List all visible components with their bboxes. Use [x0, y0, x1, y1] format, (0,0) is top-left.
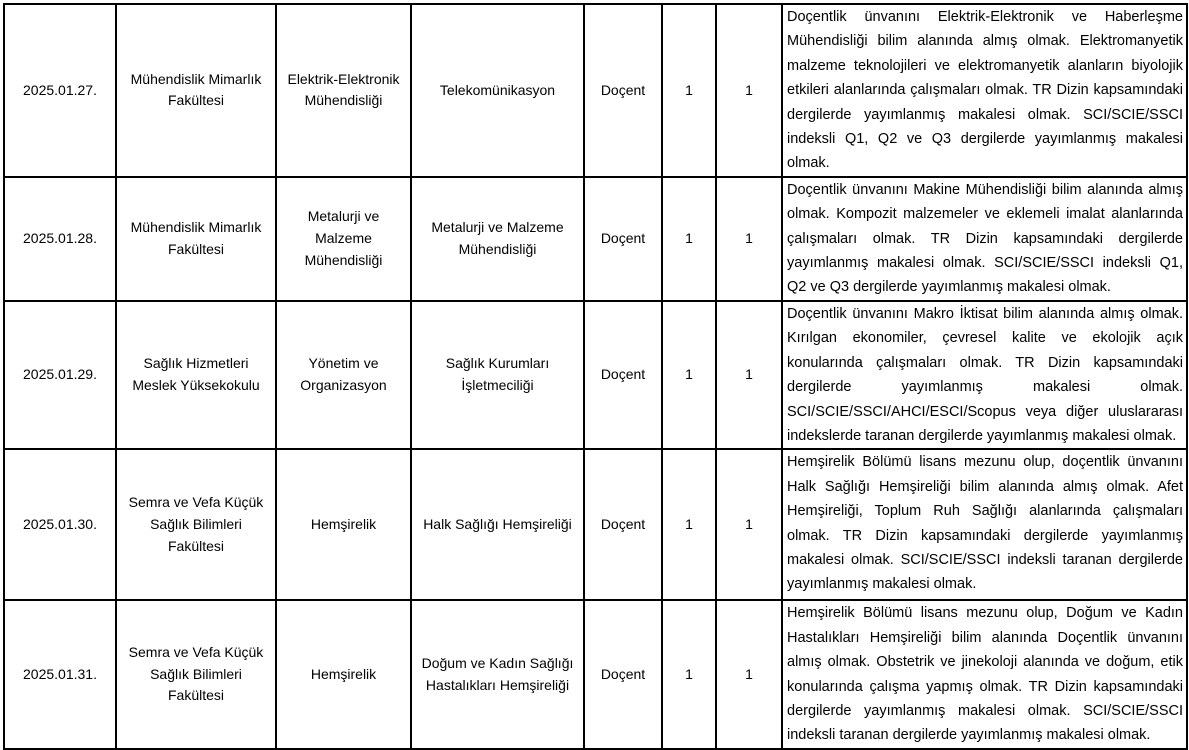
cell-program: Metalurji ve Malzeme Mühendisliği — [411, 177, 584, 301]
cell-count-1: 1 — [662, 600, 716, 748]
cell-count-2: 1 — [716, 449, 782, 600]
cell-academic-title: Doçent — [584, 4, 662, 177]
cell-count-1: 1 — [662, 301, 716, 449]
cell-count-1: 1 — [662, 449, 716, 600]
cell-program: Telekomünikasyon — [411, 4, 584, 177]
cell-academic-title: Doçent — [584, 177, 662, 301]
cell-department: Hemşirelik — [276, 600, 411, 748]
cell-department: Elektrik-Elektronik Mühendisliği — [276, 4, 411, 177]
cell-count-1: 1 — [662, 177, 716, 301]
cell-announcement-date: 2025.01.28. — [4, 177, 116, 301]
cell-faculty: Mühendislik Mimarlık Fakültesi — [116, 4, 276, 177]
cell-faculty: Semra ve Vefa Küçük Sağlık Bilimleri Fakültesi — [116, 449, 276, 600]
cell-announcement-date: 2025.01.29. — [4, 301, 116, 449]
cell-requirements: Doçentlik ünvanını Elektrik-Elektronik ve Haberleşme Mühendisliği bilim alanında almış olmak. Elektromanyetik malzeme teknolojileri ve elektromanyetik alanların biyolojik etkileri alanlarında çalışmaları olmak. TR Dizin kapsamındaki dergilerde yayımlanmış makalesi olmak. SCI/SCIE/SSCI indeksli Q1, Q2 ve Q3 dergilerde yayımlanmış makalesi olmak. — [782, 4, 1187, 177]
cell-faculty: Semra ve Vefa Küçük Sağlık Bilimleri Fakültesi — [116, 600, 276, 748]
cell-program: Halk Sağlığı Hemşireliği — [411, 449, 584, 600]
table-body — [4, 4, 1187, 749]
cell-requirements: Hemşirelik Bölümü lisans mezunu olup, doçentlik ünvanını Halk Sağlığı Hemşireliği bilim alanında almış olmak. Afet Hemşireliği, Toplum Ruh Sağlığı alanlarında çalışmaları olmak. TR Dizin kapsamındaki dergilerde yayımlanmış makalesi olmak. SCI/SCIE/SSCI indeksli taranan dergilerde yayımlanmış makalesi olmak. — [782, 449, 1187, 600]
cell-faculty: Mühendislik Mimarlık Fakültesi — [116, 177, 276, 301]
cell-announcement-date: 2025.01.31. — [4, 600, 116, 748]
cell-faculty: Sağlık Hizmetleri Meslek Yüksekokulu — [116, 301, 276, 449]
cell-count-2: 1 — [716, 600, 782, 748]
table-row — [4, 600, 1187, 748]
cell-requirements: Doçentlik ünvanını Makro İktisat bilim alanında almış olmak. Kırılgan ekonomiler, çevresel kalite ve ekolojik açık konularında çalışmaları olmak. TR Dizin kapsamındaki dergilerde yayımlanmış makalesi olmak. SCI/SCIE/SSCI/AHCI/ESCI/Scopus veya diğer uluslararası indekslerde taranan dergilerde yayımlanmış makalesi olmak. — [782, 301, 1187, 449]
table-row — [4, 177, 1187, 301]
cell-academic-title: Doçent — [584, 600, 662, 748]
cell-announcement-date: 2025.01.27. — [4, 4, 116, 177]
table-row — [4, 449, 1187, 600]
cell-count-2: 1 — [716, 177, 782, 301]
cell-department: Yönetim ve Organizasyon — [276, 301, 411, 449]
cell-department: Metalurji ve Malzeme Mühendisliği — [276, 177, 411, 301]
cell-count-2: 1 — [716, 301, 782, 449]
cell-count-1: 1 — [662, 4, 716, 177]
cell-count-2: 1 — [716, 4, 782, 177]
table-row — [4, 4, 1187, 177]
cell-academic-title: Doçent — [584, 449, 662, 600]
academic-positions-table — [3, 3, 1188, 750]
cell-announcement-date: 2025.01.30. — [4, 449, 116, 600]
cell-department: Hemşirelik — [276, 449, 411, 600]
table-row — [4, 301, 1187, 449]
cell-program: Sağlık Kurumları İşletmeciliği — [411, 301, 584, 449]
cell-academic-title: Doçent — [584, 301, 662, 449]
cell-program: Doğum ve Kadın Sağlığı Hastalıkları Hemşireliği — [411, 600, 584, 748]
cell-requirements: Doçentlik ünvanını Makine Mühendisliği bilim alanında almış olmak. Kompozit malzemeler ve eklemeli imalat alanlarında çalışmaları olmak. TR Dizin kapsamındaki dergilerde yayımlanmış makalesi olmak. SCI/SCIE/SSCI indeksli Q1, Q2 ve Q3 dergilerde yayımlanmış makalesi olmak. — [782, 177, 1187, 301]
cell-requirements: Hemşirelik Bölümü lisans mezunu olup, Doğum ve Kadın Hastalıkları Hemşireliği bilim alanında Doçentlik ünvanını almış olmak. Obstetrik ve jinekoloji alanında ve doğum, etik konularında çalışma yapmış olmak. TR Dizin kapsamındaki dergilerde yayımlanmış makalesi olmak. SCI/SCIE/SSCI indeksli taranan dergilerde yayımlanmış makalesi olmak. — [782, 600, 1187, 748]
